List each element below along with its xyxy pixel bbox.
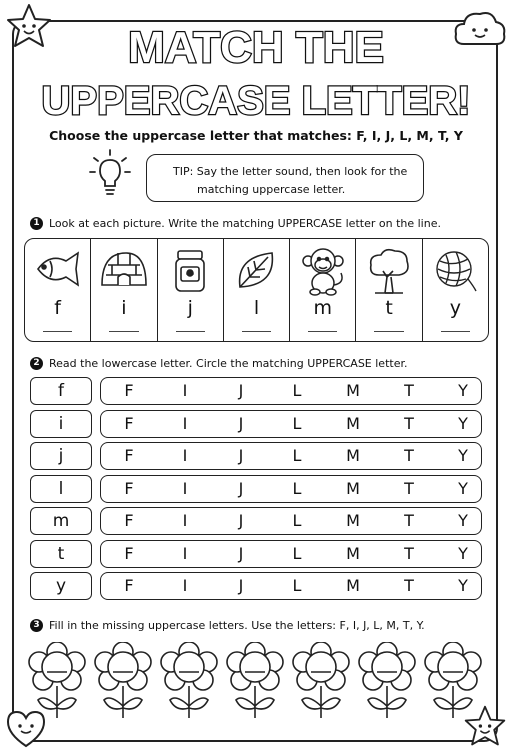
lightbulb-icon	[88, 148, 132, 200]
uppercase-option[interactable]: F	[124, 413, 134, 433]
uppercase-option[interactable]: M	[346, 543, 360, 563]
uppercase-option[interactable]: T	[404, 381, 414, 400]
fish-icon	[32, 247, 84, 291]
uppercase-option[interactable]: T	[404, 576, 414, 595]
uppercase-options	[100, 377, 482, 405]
uppercase-option[interactable]: J	[238, 511, 244, 530]
uppercase-option[interactable]: L	[292, 543, 302, 563]
flower-icon[interactable]	[356, 642, 418, 720]
answer-line[interactable]	[308, 331, 337, 332]
uppercase-option[interactable]: L	[292, 446, 302, 465]
instructions-subtitle: Choose the uppercase letter that matches: F, I, J, L, M, T, Y	[49, 128, 463, 143]
section-number: 1	[30, 217, 43, 230]
uppercase-option[interactable]: Y	[458, 576, 468, 595]
section-number: 2	[30, 357, 43, 370]
leaf-icon	[232, 247, 280, 293]
tip-box	[146, 154, 424, 202]
lowercase-letter-box: t	[30, 540, 92, 568]
uppercase-option[interactable]: F	[124, 576, 134, 595]
uppercase-option[interactable]: M	[346, 478, 360, 498]
section-3-instruction: Fill in the missing uppercase letters. Use the letters: F, I, J, L, M, T, Y.	[49, 619, 425, 632]
lowercase-letter-box: i	[30, 410, 92, 438]
flower-icon[interactable]	[92, 642, 154, 720]
lowercase-letter: l	[253, 297, 260, 319]
uppercase-option[interactable]: Y	[458, 446, 468, 465]
circle-row	[30, 377, 482, 405]
lowercase-letter: f	[54, 297, 61, 319]
lowercase-letter: t	[385, 297, 393, 319]
picture-cell	[423, 239, 488, 341]
picture-cell	[25, 239, 91, 341]
picture-cell	[224, 239, 290, 341]
answer-line[interactable]	[109, 331, 138, 332]
circle-row	[30, 442, 482, 470]
picture-cell	[290, 239, 356, 341]
igloo-icon	[98, 247, 150, 291]
uppercase-option[interactable]: I	[182, 413, 188, 433]
answer-line[interactable]	[242, 331, 271, 332]
answer-line[interactable]	[441, 331, 470, 332]
tip-line-2: matching uppercase letter.	[197, 183, 346, 196]
lowercase-letter-box: y	[30, 572, 92, 600]
uppercase-option[interactable]: T	[404, 511, 414, 530]
page-title	[30, 14, 482, 124]
monkey-icon	[299, 247, 347, 297]
lowercase-letter: m	[313, 297, 333, 319]
uppercase-option[interactable]: Y	[458, 543, 468, 563]
uppercase-option[interactable]: J	[238, 478, 244, 498]
picture-cell	[356, 239, 422, 341]
uppercase-option[interactable]: F	[124, 478, 134, 498]
lowercase-letter: j	[187, 297, 193, 319]
circle-row	[30, 475, 482, 503]
answer-line[interactable]	[374, 331, 403, 332]
uppercase-options	[100, 572, 482, 600]
uppercase-option[interactable]: I	[182, 543, 188, 563]
uppercase-option[interactable]: F	[124, 511, 134, 530]
picture-cell	[158, 239, 224, 341]
uppercase-option[interactable]: M	[346, 446, 360, 465]
uppercase-option[interactable]: Y	[458, 381, 468, 400]
lowercase-letter-box: j	[30, 442, 92, 470]
uppercase-option[interactable]: T	[404, 543, 414, 563]
uppercase-option[interactable]: M	[346, 381, 360, 400]
section-number: 3	[30, 619, 43, 632]
picture-strip	[24, 238, 489, 342]
uppercase-option[interactable]: I	[182, 478, 188, 498]
flower-icon[interactable]	[224, 642, 286, 720]
lowercase-letter-box: m	[30, 507, 92, 535]
uppercase-option[interactable]: L	[292, 576, 302, 595]
lowercase-letter: y	[449, 297, 461, 319]
uppercase-options	[100, 475, 482, 503]
uppercase-option[interactable]: Y	[458, 413, 468, 433]
title-line-1: MATCH THE	[128, 23, 384, 72]
uppercase-option[interactable]: L	[292, 511, 302, 530]
circle-row	[30, 410, 482, 438]
uppercase-option[interactable]: J	[238, 381, 244, 400]
uppercase-options	[100, 442, 482, 470]
uppercase-option[interactable]: F	[124, 381, 134, 400]
uppercase-option[interactable]: T	[404, 413, 414, 433]
uppercase-option[interactable]: J	[238, 576, 244, 595]
answer-line[interactable]	[176, 331, 205, 332]
uppercase-options	[100, 410, 482, 438]
section-2-instruction: Read the lowercase letter. Circle the matching UPPERCASE letter.	[49, 357, 408, 370]
tree-icon	[365, 247, 413, 295]
picture-cell	[91, 239, 157, 341]
flower-icon[interactable]	[290, 642, 352, 720]
uppercase-option[interactable]: I	[182, 511, 188, 530]
uppercase-option[interactable]: I	[182, 381, 188, 400]
uppercase-option[interactable]: T	[404, 478, 414, 498]
uppercase-option[interactable]: J	[238, 446, 244, 465]
uppercase-option[interactable]: Y	[458, 511, 468, 530]
uppercase-option[interactable]: M	[346, 511, 360, 530]
tip-line-1: TIP: Say the letter sound, then look for the	[173, 165, 408, 178]
section-1-heading	[30, 217, 441, 230]
lowercase-letter-box: f	[30, 377, 92, 405]
uppercase-option[interactable]: T	[404, 446, 414, 465]
circle-row	[30, 572, 482, 600]
title-line-2: UPPERCASE LETTER!	[41, 79, 471, 123]
uppercase-options	[100, 507, 482, 535]
section-1-instruction: Look at each picture. Write the matching UPPERCASE letter on the line.	[49, 217, 441, 230]
uppercase-option[interactable]: I	[182, 446, 188, 465]
uppercase-option[interactable]: J	[238, 543, 244, 563]
uppercase-option[interactable]: Y	[458, 478, 468, 498]
uppercase-option[interactable]: F	[124, 543, 134, 563]
section-2-heading	[30, 357, 407, 370]
lowercase-letter: i	[121, 297, 127, 319]
uppercase-option[interactable]: M	[346, 576, 360, 595]
section-3-heading	[30, 619, 425, 632]
circle-row	[30, 507, 482, 535]
answer-line[interactable]	[43, 331, 72, 332]
uppercase-options	[100, 540, 482, 568]
uppercase-option[interactable]: L	[292, 413, 302, 433]
flower-icon[interactable]	[26, 642, 88, 720]
flower-icon[interactable]	[422, 642, 484, 720]
uppercase-option[interactable]: L	[292, 381, 302, 400]
uppercase-option[interactable]: J	[238, 413, 244, 433]
circle-row	[30, 540, 482, 568]
uppercase-option[interactable]: L	[292, 478, 302, 498]
lowercase-letter-box: l	[30, 475, 92, 503]
uppercase-option[interactable]: F	[124, 446, 134, 465]
jam-jar-icon	[170, 247, 210, 295]
yarn-ball-icon	[432, 247, 478, 293]
flower-icon[interactable]	[158, 642, 220, 720]
uppercase-option[interactable]: I	[182, 576, 188, 595]
uppercase-option[interactable]: M	[346, 413, 360, 433]
